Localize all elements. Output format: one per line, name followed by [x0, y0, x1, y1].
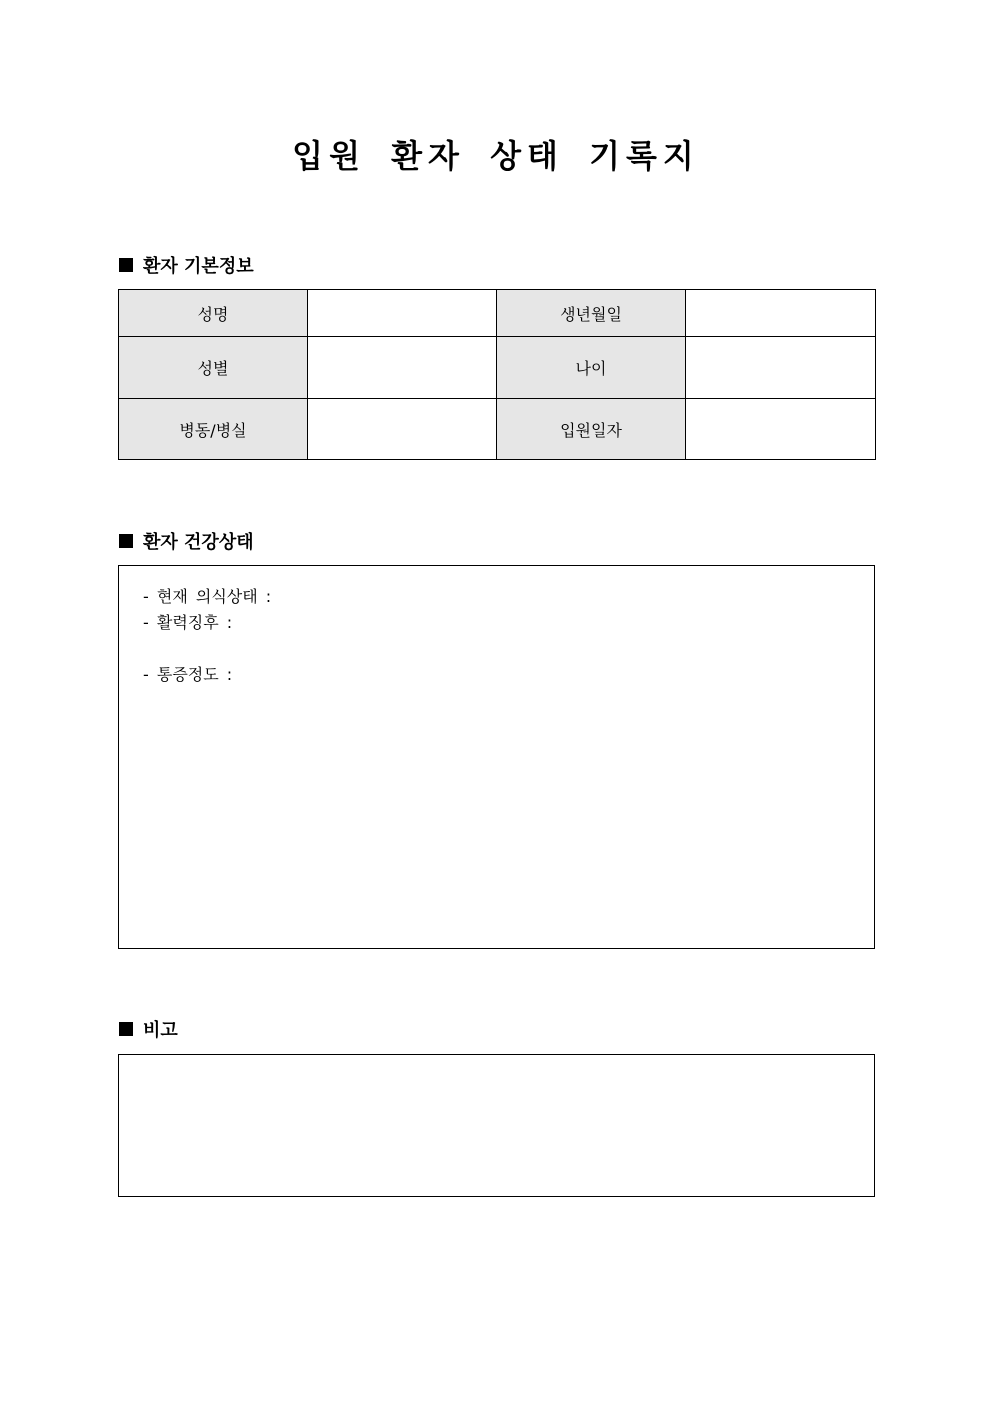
basic-info-heading-text: 환자 기본정보	[143, 256, 254, 277]
age-field[interactable]	[686, 337, 876, 399]
table-row	[119, 337, 876, 399]
square-bullet-icon	[119, 258, 133, 272]
birthdate-label: 생년월일	[497, 290, 686, 337]
ward-room-label: 병동/병실	[119, 399, 308, 460]
birthdate-field[interactable]	[686, 290, 876, 337]
name-label: 성명	[119, 290, 308, 337]
admission-date-field[interactable]	[686, 399, 876, 460]
age-label: 나이	[497, 337, 686, 399]
table-row	[119, 290, 876, 337]
health-status-box[interactable]	[118, 565, 875, 949]
name-field[interactable]	[308, 290, 497, 337]
basic-info-table	[118, 289, 876, 460]
document-title: 입원 환자 상태 기록지	[292, 137, 700, 175]
ward-room-field[interactable]	[308, 399, 497, 460]
health-heading	[119, 528, 254, 554]
table-row	[119, 399, 876, 460]
remarks-box[interactable]	[118, 1054, 875, 1197]
gender-label: 성별	[119, 337, 308, 399]
vital-signs-line: - 활력징후 :	[143, 613, 233, 632]
gender-field[interactable]	[308, 337, 497, 399]
remarks-heading-text: 비고	[143, 1020, 178, 1041]
consciousness-line: - 현재 의식상태 :	[143, 587, 272, 606]
square-bullet-icon	[119, 534, 133, 548]
pain-level-line: - 통증정도 :	[143, 665, 233, 684]
remarks-heading	[119, 1016, 178, 1042]
basic-info-heading	[119, 252, 254, 278]
blank-line	[143, 636, 271, 662]
health-heading-text: 환자 건강상태	[143, 532, 254, 553]
admission-date-label: 입원일자	[497, 399, 686, 460]
health-status-list	[143, 584, 271, 688]
square-bullet-icon	[119, 1022, 133, 1036]
